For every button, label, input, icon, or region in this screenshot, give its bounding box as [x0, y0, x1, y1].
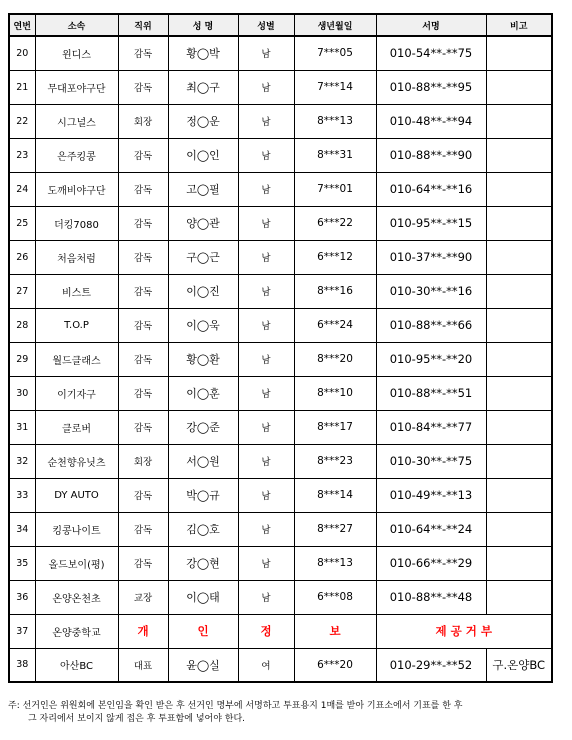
- cell-no: 27: [9, 274, 35, 308]
- header-birth: 생년월일: [294, 14, 376, 36]
- voter-roster-table: [8, 13, 553, 683]
- cell-no: 29: [9, 342, 35, 376]
- cell-org: 처음처럼: [35, 240, 118, 274]
- cell-role: 감독: [118, 138, 168, 172]
- cell-sex: 남: [238, 410, 294, 444]
- table-row: [9, 410, 552, 444]
- cell-no: 25: [9, 206, 35, 240]
- table-row: [9, 70, 552, 104]
- cell-role: 감독: [118, 274, 168, 308]
- footnote-line-1: 주: 선거인은 위원회에 본인임을 확인 받은 후 선거인 명부에 서명하고 투표용지 1매를 받아 기표소에서 기표를 한 후: [8, 701, 463, 711]
- cell-note: [486, 138, 552, 172]
- cell-birth: 8***20: [294, 342, 376, 376]
- header-sex: 성별: [238, 14, 294, 36]
- cell-note: [486, 308, 552, 342]
- cell-org: 도깨비야구단: [35, 172, 118, 206]
- cell-org: 순천향유닛츠: [35, 444, 118, 478]
- cell-org: 윈디스: [35, 36, 118, 70]
- cell-no: 34: [9, 512, 35, 546]
- cell-signature: 010-30**-**16: [376, 274, 486, 308]
- cell-sex: 남: [238, 104, 294, 138]
- table-row: [9, 444, 552, 478]
- cell-org: 킹콩나이트: [35, 512, 118, 546]
- cell-note: [486, 512, 552, 546]
- cell-birth: 8***13: [294, 104, 376, 138]
- roster-body: [9, 36, 552, 682]
- cell-no: 30: [9, 376, 35, 410]
- table-row: [9, 308, 552, 342]
- cell-birth: 7***14: [294, 70, 376, 104]
- cell-signature: 010-64**-**24: [376, 512, 486, 546]
- cell-org: 아산BC: [35, 648, 118, 682]
- cell-sex: 남: [238, 512, 294, 546]
- header-org: 소속: [35, 14, 118, 36]
- table-row: [9, 512, 552, 546]
- cell-role: 감독: [118, 308, 168, 342]
- header-no: 연번: [9, 14, 35, 36]
- cell-signature: 010-88**-**66: [376, 308, 486, 342]
- table-row: [9, 172, 552, 206]
- cell-no: 20: [9, 36, 35, 70]
- cell-org: 비스트: [35, 274, 118, 308]
- cell-note: [486, 580, 552, 614]
- cell-name: 강◯준: [168, 410, 238, 444]
- cell-role: 감독: [118, 478, 168, 512]
- cell-no: 37: [9, 614, 35, 648]
- cell-note: [486, 240, 552, 274]
- cell-no: 32: [9, 444, 35, 478]
- cell-sex: 남: [238, 580, 294, 614]
- cell-note: [486, 478, 552, 512]
- cell-sex: 여: [238, 648, 294, 682]
- cell-no: 23: [9, 138, 35, 172]
- cell-sex: 남: [238, 274, 294, 308]
- table-row: [9, 478, 552, 512]
- cell-role: 감독: [118, 546, 168, 580]
- cell-name: 윤◯실: [168, 648, 238, 682]
- cell-role: 감독: [118, 70, 168, 104]
- cell-signature: 010-49**-**13: [376, 478, 486, 512]
- cell-birth: 8***27: [294, 512, 376, 546]
- cell-role: 감독: [118, 206, 168, 240]
- cell-org: 온양온천초: [35, 580, 118, 614]
- cell-sex: 남: [238, 70, 294, 104]
- cell-sex: 남: [238, 376, 294, 410]
- cell-sex: 남: [238, 546, 294, 580]
- cell-role: 감독: [118, 36, 168, 70]
- cell-role: 교장: [118, 580, 168, 614]
- cell-name: 박◯규: [168, 478, 238, 512]
- cell-signature: 010-66**-**29: [376, 546, 486, 580]
- cell-role: 감독: [118, 410, 168, 444]
- cell-org: 클로버: [35, 410, 118, 444]
- cell-signature: 010-84**-**77: [376, 410, 486, 444]
- table-row-refusal: [9, 614, 552, 648]
- cell-note: [486, 342, 552, 376]
- cell-name: 서◯원: [168, 444, 238, 478]
- cell-signature: 010-95**-**15: [376, 206, 486, 240]
- cell-no: 28: [9, 308, 35, 342]
- cell-sex: 남: [238, 138, 294, 172]
- table-row: [9, 376, 552, 410]
- cell-org: 월드클래스: [35, 342, 118, 376]
- cell-note: [486, 206, 552, 240]
- cell-birth: 7***01: [294, 172, 376, 206]
- cell-birth: 8***10: [294, 376, 376, 410]
- cell-birth: 8***17: [294, 410, 376, 444]
- cell-name: 김◯호: [168, 512, 238, 546]
- cell-role: 감독: [118, 376, 168, 410]
- cell-birth: 8***31: [294, 138, 376, 172]
- voter-roster-sheet: [8, 13, 551, 683]
- cell-signature: 010-30**-**75: [376, 444, 486, 478]
- cell-birth: 8***23: [294, 444, 376, 478]
- cell-org: T.O.P: [35, 308, 118, 342]
- refusal-char: 개: [118, 614, 168, 648]
- cell-note: [486, 70, 552, 104]
- refusal-text: 제 공 거 부: [376, 614, 552, 648]
- cell-note: [486, 36, 552, 70]
- cell-role: 대표: [118, 648, 168, 682]
- cell-sex: 남: [238, 172, 294, 206]
- cell-signature: 010-88**-**48: [376, 580, 486, 614]
- cell-name: 최◯구: [168, 70, 238, 104]
- cell-no: 21: [9, 70, 35, 104]
- cell-birth: 8***16: [294, 274, 376, 308]
- cell-signature: 010-54**-**75: [376, 36, 486, 70]
- cell-role: 감독: [118, 512, 168, 546]
- table-row: [9, 580, 552, 614]
- cell-org: 온양중학교: [35, 614, 118, 648]
- table-row: [9, 240, 552, 274]
- header-note: 비고: [486, 14, 552, 36]
- cell-no: 31: [9, 410, 35, 444]
- cell-sex: 남: [238, 36, 294, 70]
- cell-signature: 010-29**-**52: [376, 648, 486, 682]
- cell-note: [486, 410, 552, 444]
- table-row: [9, 104, 552, 138]
- cell-name: 이◯태: [168, 580, 238, 614]
- header-signature: 서명: [376, 14, 486, 36]
- table-row: [9, 648, 552, 682]
- cell-org: 올드보이(평): [35, 546, 118, 580]
- cell-role: 회장: [118, 104, 168, 138]
- cell-note: 구.온양BC: [486, 648, 552, 682]
- cell-sex: 남: [238, 206, 294, 240]
- cell-name: 고◯필: [168, 172, 238, 206]
- cell-no: 35: [9, 546, 35, 580]
- cell-name: 강◯현: [168, 546, 238, 580]
- cell-note: [486, 376, 552, 410]
- cell-role: 감독: [118, 342, 168, 376]
- cell-signature: 010-48**-**94: [376, 104, 486, 138]
- cell-birth: 6***22: [294, 206, 376, 240]
- cell-sex: 남: [238, 342, 294, 376]
- cell-org: 이기자구: [35, 376, 118, 410]
- cell-name: 구◯근: [168, 240, 238, 274]
- table-row: [9, 206, 552, 240]
- cell-role: 회장: [118, 444, 168, 478]
- cell-no: 24: [9, 172, 35, 206]
- cell-birth: 6***20: [294, 648, 376, 682]
- cell-no: 36: [9, 580, 35, 614]
- cell-note: [486, 104, 552, 138]
- footnote: [8, 700, 564, 726]
- table-row: [9, 138, 552, 172]
- cell-note: [486, 274, 552, 308]
- footnote-line-2: 그 자리에서 보이지 않게 접은 후 투표함에 넣어야 한다.: [28, 714, 246, 724]
- cell-sex: 남: [238, 444, 294, 478]
- cell-birth: 6***12: [294, 240, 376, 274]
- cell-birth: 6***24: [294, 308, 376, 342]
- cell-sex: 남: [238, 478, 294, 512]
- cell-org: 은주킹콩: [35, 138, 118, 172]
- cell-org: 더킹7080: [35, 206, 118, 240]
- cell-no: 22: [9, 104, 35, 138]
- header-row: [9, 14, 552, 36]
- cell-birth: 8***14: [294, 478, 376, 512]
- refusal-char: 인: [168, 614, 238, 648]
- cell-name: 이◯진: [168, 274, 238, 308]
- cell-signature: 010-88**-**95: [376, 70, 486, 104]
- cell-signature: 010-37**-**90: [376, 240, 486, 274]
- cell-signature: 010-88**-**90: [376, 138, 486, 172]
- cell-birth: 7***05: [294, 36, 376, 70]
- cell-signature: 010-88**-**51: [376, 376, 486, 410]
- refusal-char: 정: [238, 614, 294, 648]
- cell-no: 26: [9, 240, 35, 274]
- cell-name: 황◯환: [168, 342, 238, 376]
- cell-role: 감독: [118, 240, 168, 274]
- cell-no: 38: [9, 648, 35, 682]
- cell-name: 양◯관: [168, 206, 238, 240]
- cell-org: 무대포야구단: [35, 70, 118, 104]
- cell-sex: 남: [238, 240, 294, 274]
- cell-no: 33: [9, 478, 35, 512]
- cell-name: 정◯운: [168, 104, 238, 138]
- cell-signature: 010-64**-**16: [376, 172, 486, 206]
- header-name: 성 명: [168, 14, 238, 36]
- cell-name: 이◯인: [168, 138, 238, 172]
- cell-birth: 6***08: [294, 580, 376, 614]
- cell-role: 감독: [118, 172, 168, 206]
- cell-name: 이◯훈: [168, 376, 238, 410]
- cell-signature: 010-95**-**20: [376, 342, 486, 376]
- cell-name: 이◯욱: [168, 308, 238, 342]
- cell-org: 시그널스: [35, 104, 118, 138]
- table-row: [9, 546, 552, 580]
- header-role: 직위: [118, 14, 168, 36]
- table-row: [9, 342, 552, 376]
- cell-note: [486, 444, 552, 478]
- cell-org: DY AUTO: [35, 478, 118, 512]
- table-row: [9, 274, 552, 308]
- refusal-char: 보: [294, 614, 376, 648]
- cell-sex: 남: [238, 308, 294, 342]
- cell-name: 황◯박: [168, 36, 238, 70]
- cell-note: [486, 546, 552, 580]
- cell-birth: 8***13: [294, 546, 376, 580]
- cell-note: [486, 172, 552, 206]
- table-row: [9, 36, 552, 70]
